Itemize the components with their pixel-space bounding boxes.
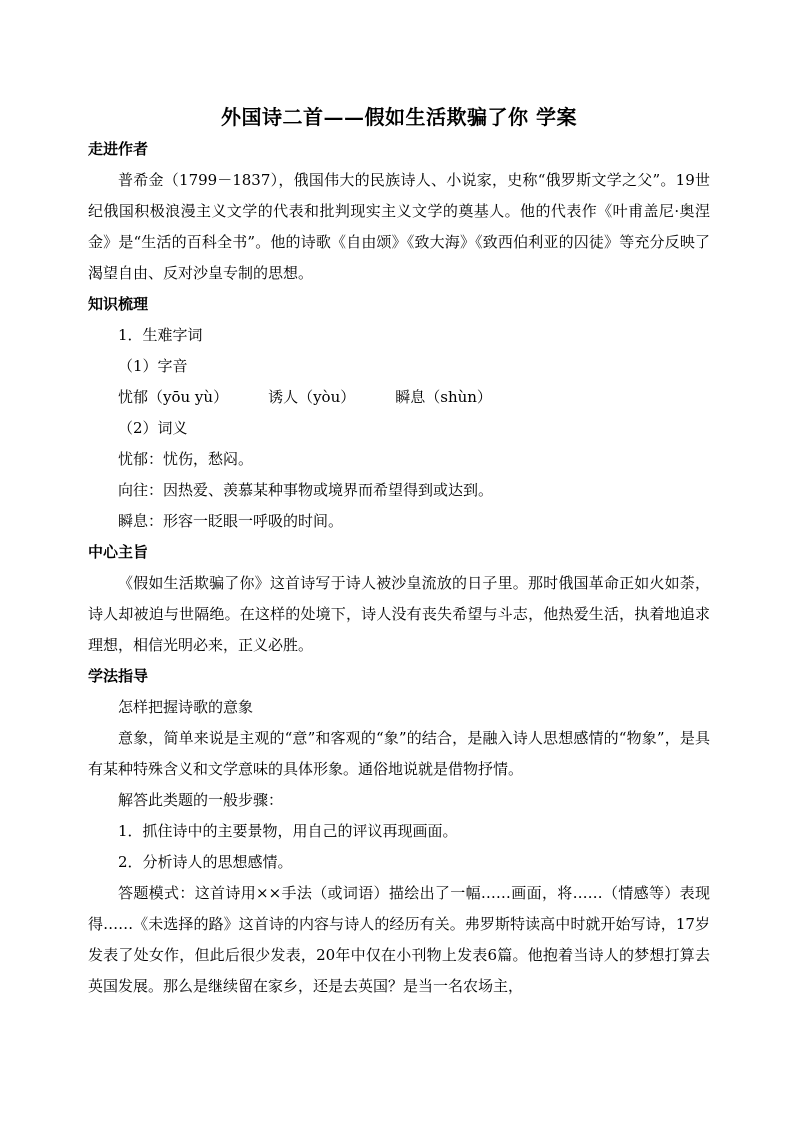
definition-item: 向往：因热爱、羡慕某种事物或境界而希望得到或达到。 (118, 481, 494, 499)
step-item: 1．抓住诗中的主要景物，用自己的评议再现画面。 (118, 822, 458, 840)
steps-label: 解答此类题的一般步骤： (118, 791, 284, 809)
theme-paragraph: 《假如生活欺骗了你》这首诗写于诗人被沙皇流放的日子里。那时俄国革命正如火如荼，诗人却被迫与世隔绝。在这样的处境下，诗人没有丧失希望与斗志，他热爱生活，执着地追求理想，相信光明必来，正义必胜。 (88, 574, 710, 654)
definition-item: 忧郁：忧伤，愁闷。 (118, 450, 254, 468)
section-heading-author: 走进作者 (88, 140, 149, 158)
knowledge-item-1: 1．生难字词 (118, 326, 203, 344)
answer-pattern-paragraph: 答题模式：这首诗用××手法（或词语）描绘出了一幅……画面，将……（情感等）表现得……《未选择的路》这首诗的内容与诗人的经历有关。弗罗斯特读高中时就开始写诗，17岁发表了处女作，但此后很少发表，20年中仅在小刊物上发表6篇。他抱着当诗人的梦想打算去英国发展。那么是继续留在家乡，还是去英国？是当一名农场主， (88, 884, 710, 995)
author-paragraph: 普希金（1799－1837），俄国伟大的民族诗人、小说家，史称“俄罗斯文学之父”。19世纪俄国积极浪漫主义文学的代表和批判现实主义文学的奠基人。他的代表作《叶甫盖尼·奥涅金》是“生活的百科全书”。他的诗歌《自由颂》《致大海》《致西伯利亚的囚徒》等充分反映了渴望自由、反对沙皇专制的思想。 (88, 171, 710, 282)
pronunciation-row (88, 382, 710, 413)
section-heading-theme: 中心主旨 (88, 543, 149, 561)
pronunciation-item: 瞬息（shùn） (395, 388, 492, 406)
step-item: 2．分析诗人的思想感情。 (118, 853, 293, 871)
pronunciation-item: 忧郁（yōu yù） (118, 388, 229, 406)
document-title: 外国诗二首——假如生活欺骗了你 学案 (221, 105, 577, 129)
knowledge-sub-meaning: （2）词义 (118, 419, 188, 437)
knowledge-sub-pronunciation: （1）字音 (118, 357, 188, 375)
pronunciation-item: 诱人（yòu） (268, 388, 356, 406)
section-heading-method: 学法指导 (88, 667, 149, 685)
method-intro: 怎样把握诗歌的意象 (118, 698, 254, 716)
definition-item: 瞬息：形容一眨眼一呼吸的时间。 (118, 512, 344, 530)
section-heading-knowledge: 知识梳理 (88, 295, 149, 313)
document-content (88, 100, 710, 1002)
imagery-paragraph: 意象，简单来说是主观的“意”和客观的“象”的结合，是融入诗人思想感情的“物象”，是具有某种特殊含义和文学意味的具体形象。通俗地说就是借物抒情。 (88, 729, 710, 778)
